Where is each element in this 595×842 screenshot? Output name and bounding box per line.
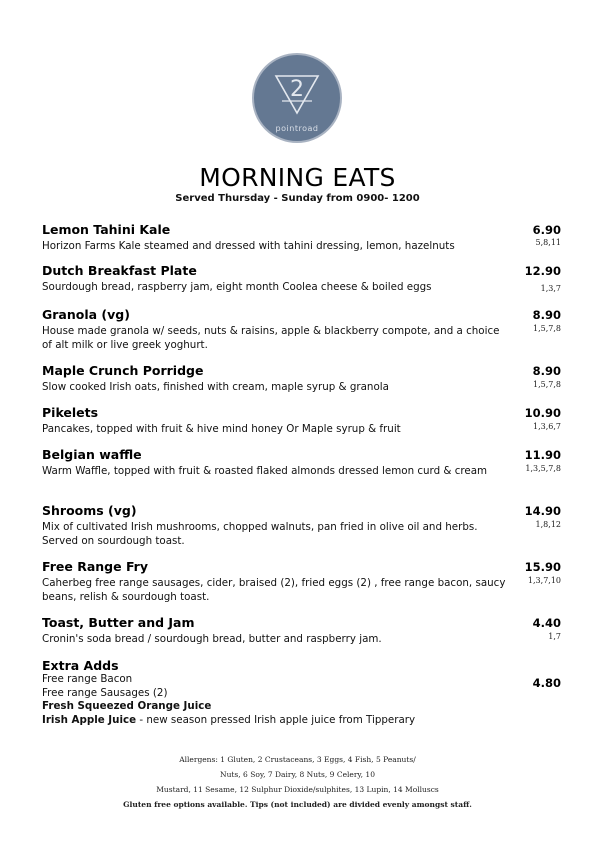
item-name: Pikelets [42,405,99,420]
extra-apple-juice [42,714,572,728]
item-description: Pancakes, topped with fruit & hive mind honey Or Maple syrup & fruit [42,423,401,435]
item-price: 12.90 [524,264,561,278]
page-title: MORNING EATS [199,163,396,192]
item-price: 4.40 [532,616,561,630]
item-description: House made granola w/ seeds, nuts & raisins, apple & blackberry compote, and a choice of alt milk or live greek yoghurt. [42,325,500,351]
item-allergens: 1,5,7,8 [533,324,561,333]
item-name: Free Range Fry [42,559,148,574]
item-name: Belgian waffle [42,447,142,462]
footer-note: Gluten free options available. Tips (not included) are divided evenly amongst staff. [123,800,472,809]
item-description: Caherbeg free range sausages, cider, braised (2), fried eggs (2) , free range bacon, saucy beans, relish & sourdough toast. [42,577,506,603]
item-allergens: 1,3,6,7 [533,422,561,431]
menu-item [42,615,572,646]
item-description: Warm Waffle, topped with fruit & roasted flaked almonds dressed lemon curd & cream [42,465,488,477]
item-allergens: 1,3,7 [540,284,561,293]
menu-item [42,307,572,352]
item-description: Mix of cultivated Irish mushrooms, chopped walnuts, pan fried in olive oil and herbs. Served on sourdough toast. [42,521,478,547]
footer-line: Allergens: 1 Gluten, 2 Crustaceans, 3 Eggs, 4 Fish, 5 Peanuts/ [179,755,416,764]
menu-item [42,263,572,294]
serving-times: Served Thursday - Sunday from 0900- 1200 [175,193,420,204]
item-name: Maple Crunch Porridge [42,363,204,378]
item-allergens: 5,8,11 [535,238,561,247]
menu-item [42,405,572,436]
allergen-footer [0,752,595,812]
extras-price: 4.80 [532,676,561,690]
item-name: Granola (vg) [42,307,130,322]
item-price: 6.90 [532,223,561,237]
item-price: 8.90 [532,308,561,322]
brand-logo [252,53,342,143]
item-description: Horizon Farms Kale steamed and dressed with tahini dressing, lemon, hazelnuts [42,240,455,252]
item-price: 11.90 [524,448,561,462]
menu-item [42,559,572,604]
logo-mark: 2 [290,77,304,102]
item-allergens: 1,8,12 [535,520,561,529]
item-name: Lemon Tahini Kale [42,222,171,237]
extras-title: Extra Adds [42,658,119,673]
item-name: Dutch Breakfast Plate [42,263,197,278]
item-description: Slow cooked Irish oats, finished with cream, maple syrup & granola [42,381,389,393]
apple-juice-name: Irish Apple Juice [42,713,137,726]
item-price: 8.90 [532,364,561,378]
item-price: 10.90 [524,406,561,420]
footer-line: Mustard, 11 Sesame, 12 Sulphur Dioxide/sulphites, 13 Lupin, 14 Molluscs [156,785,439,794]
extra-sausages: Free range Sausages (2) [42,686,168,699]
menu-item [42,222,572,253]
footer-line: Nuts, 6 Soy, 7 Dairy, 8 Nuts, 9 Celery, 10 [220,770,375,779]
item-description: Sourdough bread, raspberry jam, eight month Coolea cheese & boiled eggs [42,281,432,293]
extra-orange-juice: Fresh Squeezed Orange Juice [42,700,212,712]
item-price: 15.90 [524,560,561,574]
extra-adds-section [42,658,572,727]
menu-item [42,363,572,394]
item-allergens: 1,3,7,10 [527,576,561,585]
item-allergens: 1,3,5,7,8 [525,464,561,473]
item-description: Cronin's soda bread / sourdough bread, butter and raspberry jam. [42,633,382,645]
menu-item [42,447,572,478]
item-name: Shrooms (vg) [42,503,137,518]
apple-juice-desc: - new season pressed Irish apple juice from Tipperary [136,713,416,726]
extra-bacon: Free range Bacon [42,673,133,685]
item-allergens: 1,5,7,8 [533,380,561,389]
logo-wordmark: pointroad [275,124,319,133]
menu-item [42,503,572,548]
item-allergens: 1,7 [548,632,561,641]
item-name: Toast, Butter and Jam [42,615,195,630]
item-price: 14.90 [524,504,561,518]
